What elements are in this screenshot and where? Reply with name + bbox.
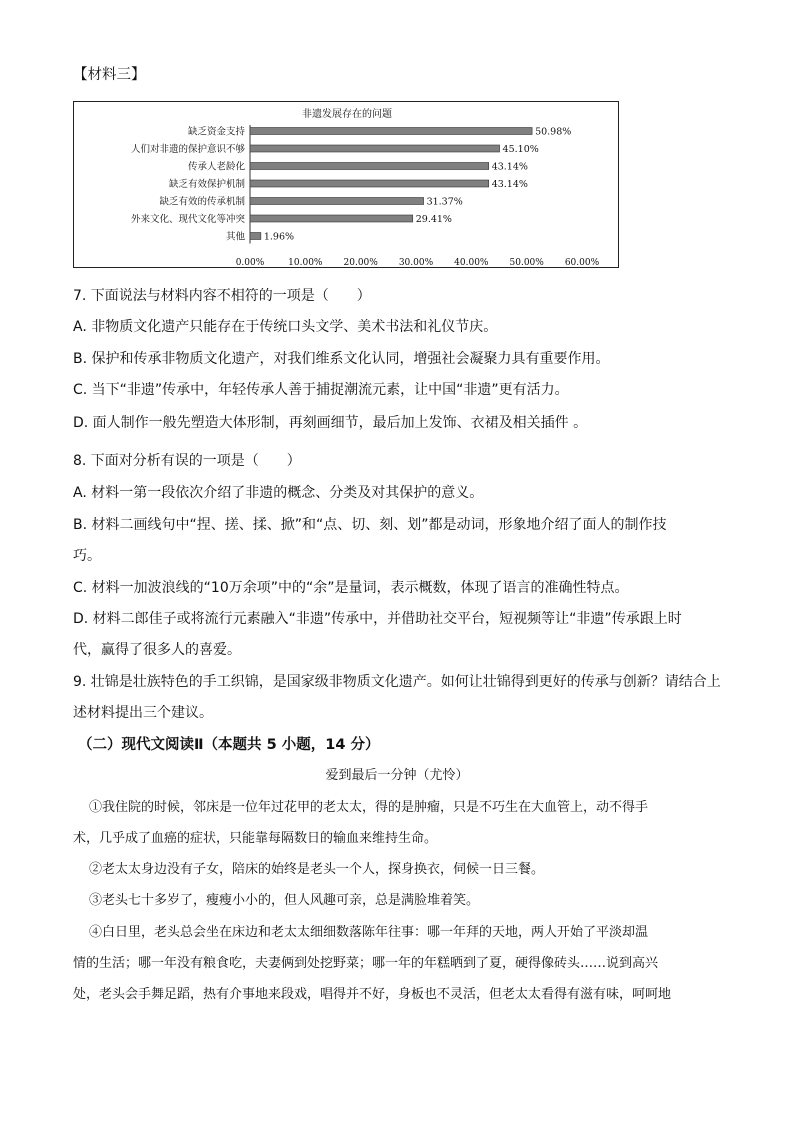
chart-x-tick-label: 40.00% [454, 258, 489, 268]
chart-bar [250, 145, 500, 152]
chart-category-label: 其他 [225, 231, 245, 243]
chart-category-label: 缺乏资金支持 [187, 126, 245, 138]
chart-category-label: 缺乏有效保护机制 [168, 179, 245, 190]
chart-x-tick-label: 30.00% [398, 258, 434, 268]
chart-x-tick-label: 50.00% [509, 258, 544, 268]
chart-value-label: 1.96% [263, 231, 295, 243]
story-p1-line2: 术，几乎成了血癌的症状，只能靠每隔数日的输血来维持生命。 [73, 831, 438, 846]
chart-x-tick-label: 0.00% [235, 258, 265, 268]
chart-svg [74, 102, 620, 269]
chart-category-label: 人们对非遗的保护意识不够 [130, 144, 245, 155]
story-p3: ③老头七十多岁了，瘦瘦小小的，但人风趣可亲，总是满脸堆着笑。 [89, 893, 480, 908]
chart-bar [250, 198, 424, 205]
q8-option-c: C. 材料一加波浪线的“10万余项”中的“余”是量词，表示概数，体现了语言的准确性特点。 [73, 580, 629, 596]
q8-stem: 8. 下面对分析有误的一项是（ ） [73, 453, 301, 469]
q8-option-d-line1: D. 材料二郎佳子或将流行元素融入“非遗”传承中，并借助社交平台，短视频等让“非遗”传承跟上时 [73, 611, 682, 627]
q9-line1: 9. 壮锦是壮族特色的手工织锦，是国家级非物质文化遗产。如何让壮锦得到更好的传承与创新？请结合上 [73, 674, 721, 690]
chart-x-tick-label: 60.00% [564, 258, 600, 268]
q7-option-d: D. 面人制作一般先塑造大体形制，再刻画细节，最后加上发饰、衣裙及相关插件 。 [73, 415, 588, 431]
problems-bar-chart [73, 101, 619, 268]
chart-value-label: 43.14% [491, 161, 528, 173]
chart-value-label: 45.10% [502, 144, 539, 155]
q7-stem: 7. 下面说法与材料内容不相符的一项是（ ） [73, 288, 371, 304]
q7-option-c: C. 当下“非遗”传承中，年轻传承人善于捕捉潮流元素，让中国“非遗”更有活力。 [73, 382, 569, 398]
story-p4-line2: 情的生活；哪一年没有粮食吃，夫妻俩到处挖野菜；哪一年的年糕晒到了夏，硬得像砖头……说到高兴 [73, 956, 659, 971]
chart-bar [250, 215, 413, 222]
story-p4-line1: ④白日里，老头总会坐在床边和老太太细细数落陈年往事：哪一年拜的天地，两人开始了平淡却温 [89, 925, 649, 940]
chart-value-label: 29.41% [415, 214, 452, 225]
story-p4-line3: 处，老头会手舞足蹈，热有介事地来段戏，唱得并不好，身板也不灵活，但老太太看得有滋有味，呵呵地 [73, 987, 672, 1002]
q8-option-b-line2: 巧。 [73, 548, 101, 564]
chart-value-label: 43.14% [491, 179, 528, 190]
q8-option-b-line1: B. 材料二画线句中“捏、搓、揉、掀”和“点、切、刻、划”都是动词，形象地介绍了面人的制作技 [73, 517, 667, 533]
chart-value-label: 31.37% [426, 196, 463, 208]
q7-option-a: A. 非物质文化遗产只能存在于传统口头文学、美术书法和礼仪节庆。 [73, 319, 498, 335]
chart-bar [250, 128, 532, 135]
chart-title: 非遗发展存在的问题 [302, 109, 392, 120]
chart-value-label: 50.98% [535, 126, 572, 138]
chart-bar [250, 180, 489, 187]
q9-line2: 述材料提出三个建议。 [73, 705, 213, 721]
story-title: 爱到最后一分钟（尤怜） [325, 768, 469, 783]
q7-option-b: B. 保护和传承非物质文化遗产，对我们维系文化认同，增强社会凝聚力具有重要作用。 [73, 351, 610, 367]
chart-category-label: 缺乏有效的传承机制 [159, 196, 245, 208]
chart-x-tick-label: 10.00% [288, 258, 323, 268]
chart-bar [250, 163, 489, 170]
material3-heading: 【材料三】 [73, 67, 146, 83]
chart-category-label: 传承人老龄化 [187, 161, 245, 173]
q8-option-a: A. 材料一第一段依次介绍了非遗的概念、分类及对其保护的意义。 [73, 485, 484, 501]
section2-title: （二）现代文阅读Ⅱ（本题共 5 小题，14 分） [78, 737, 380, 753]
story-p2: ②老太太身边没有子女，陪床的始终是老头一个人，探身换衣，伺候一日三餐。 [89, 862, 545, 877]
chart-category-label: 外来文化、现代文化等冲突 [130, 214, 245, 225]
q8-option-d-line2: 代，赢得了很多人的喜爱。 [73, 642, 241, 658]
chart-bar [250, 233, 261, 240]
story-p1-line1: ①我住院的时候，邻床是一位年过花甲的老太太，得的是肿瘤，只是不巧生在大血管上，动不得手 [89, 800, 649, 815]
chart-x-tick-label: 20.00% [343, 258, 378, 268]
